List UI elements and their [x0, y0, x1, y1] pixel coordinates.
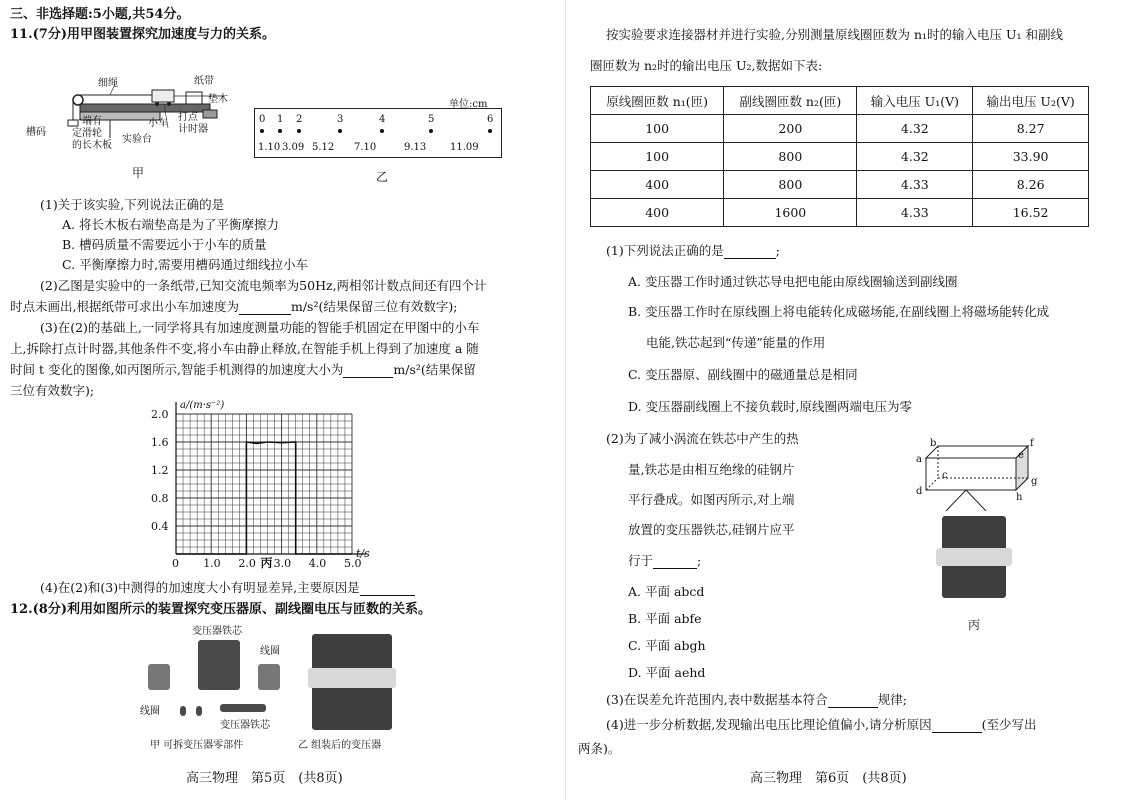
figure-yi: [254, 92, 504, 182]
tape-distance-label: 3.09: [282, 142, 305, 153]
q11-p4-answer-blank[interactable]: [360, 580, 415, 596]
core-bar-photo: [220, 704, 266, 712]
table-header-cell: 输出电压 U₂(V): [973, 87, 1089, 115]
table-cell: 800: [724, 171, 857, 199]
vertex-h: h: [1016, 492, 1023, 503]
y-axis-label: a/(m·s⁻²): [180, 400, 225, 411]
q11-p3-answer-blank[interactable]: [343, 362, 393, 378]
q12-p2-line4: 放置的变压器铁芯,硅钢片应平: [628, 522, 795, 537]
footer-page6: 高三物理 第6页 (共8页): [750, 771, 907, 786]
acceleration-time-chart: [150, 398, 380, 576]
q12-p2-answer-blank[interactable]: [653, 553, 697, 569]
figure-jia: [26, 68, 240, 188]
tape-dot: [260, 129, 264, 133]
q11-p3-line1: (3)在(2)的基础上,一同学将具有加速度测量功能的智能手机固定在甲图中的小车: [40, 320, 480, 335]
q12-p2-option-c: C. 平面 abgh: [628, 638, 706, 653]
label-weight: 槽码: [26, 127, 46, 138]
q12-p3: (3)在误差允许范围内,表中数据基本符合 规律;: [606, 692, 907, 707]
x-tick-label: 5.0: [344, 557, 362, 570]
y-tick-label: 2.0: [151, 408, 169, 421]
figure-bing-core: [906, 436, 1056, 636]
intro-line1: 按实验要求连接器材并进行实验,分别测量原线圈匝数为 n₁时的输入电压 U₁ 和副线: [606, 27, 1064, 42]
table-header-cell: 副线圈匝数 n₂(匝): [724, 87, 857, 115]
label-tape: 纸带: [194, 76, 214, 87]
label-rope: 细绳: [98, 78, 118, 89]
tape-point-label: 6: [487, 114, 494, 125]
tape-point-label: 1: [277, 114, 284, 125]
q11-p1-option-b: B. 槽码质量不需要远小于小车的质量: [62, 237, 267, 252]
q12-p2-line2: 量,铁芯是由相互绝缘的硅钢片: [628, 462, 795, 477]
x-tick-label: 3.0: [273, 557, 292, 570]
label-core-bottom: 变压器铁芯: [220, 720, 270, 731]
q12-p1-answer-blank[interactable]: [724, 243, 776, 259]
x-tick-label: 0: [172, 557, 179, 570]
table-cell: 800: [724, 143, 857, 171]
tape-dot: [429, 129, 433, 133]
table-cell: 100: [591, 143, 724, 171]
q11-p1: (1)关于该实验,下列说法正确的是: [40, 197, 225, 212]
q11-p2-answer-blank[interactable]: [239, 299, 291, 315]
q11-p3-line4: 三位有效数字);: [10, 383, 95, 398]
table-cell: 4.33: [857, 199, 973, 227]
vertex-a: a: [916, 454, 922, 465]
table-cell: 1600: [724, 199, 857, 227]
table-cell: 200: [724, 115, 857, 143]
q12-p2-option-d: D. 平面 aehd: [628, 665, 706, 680]
tape-point-label: 5: [428, 114, 435, 125]
assembled-coils-photo: [308, 668, 396, 688]
label-cart: 小车: [148, 118, 168, 129]
table-cell: 4.33: [857, 171, 973, 199]
caption-bing: 丙: [968, 618, 981, 632]
table-row: [591, 199, 1089, 227]
q12-p1: (1)下列说法正确的是 ;: [606, 243, 780, 258]
transformer-coils-photo: [936, 548, 1012, 566]
label-coil-right: 线圈: [260, 646, 280, 657]
q12-p2-line5: 行于 ;: [628, 553, 702, 568]
intro-line2: 圈匝数为 n₂时的输出电压 U₂,数据如下表:: [590, 58, 823, 73]
tape-point-label: 3: [337, 114, 344, 125]
label-coil-left: 线圈: [140, 706, 160, 717]
q11-p3-line3: 时间 t 变化的图像,如丙图所示,智能手机测得的加速度大小为 m/s²(结果保留: [10, 362, 476, 377]
label-table: 实验台: [122, 134, 152, 145]
chart-caption: 丙: [260, 556, 273, 570]
q12-p2-line1: (2)为了减小涡流在铁芯中产生的热: [606, 431, 799, 446]
q12-p1-option-b: B. 变压器工作时在原线圈上将电能转化成磁场能,在副线圈上将磁场能转化成: [628, 304, 1050, 319]
footer-page5: 高三物理 第5页 (共8页): [186, 771, 343, 786]
table-cell: 4.32: [857, 143, 973, 171]
table-cell: 8.26: [973, 171, 1089, 199]
table-cell: 400: [591, 171, 724, 199]
caption-yi: 乙: [376, 170, 389, 184]
vertex-e: e: [1018, 450, 1024, 461]
bolt-photo-2: [196, 706, 202, 716]
vertex-g: g: [1031, 476, 1038, 487]
q11-p1-option-c: C. 平衡摩擦力时,需要用槽码通过细线拉小车: [62, 257, 309, 272]
tape-distance-label: 7.10: [354, 142, 377, 153]
vertex-c: c: [942, 470, 948, 481]
q12-p1-option-c: C. 变压器原、副线圈中的磁通量总是相同: [628, 367, 858, 382]
q12-p1-option-b-cont: 电能,铁芯起到“传递”能量的作用: [646, 335, 826, 350]
bolt-photo-1: [180, 706, 186, 716]
q12-p3-answer-blank[interactable]: [828, 692, 878, 708]
section-title: 三、非选择题:5小题,共54分。: [10, 7, 190, 22]
caption-jia-parts: 甲 可拆变压器零部件: [150, 740, 244, 751]
coil-left-photo: [148, 664, 170, 690]
y-tick-label: 0.4: [151, 520, 169, 533]
table-row: [591, 143, 1089, 171]
tape-dot: [338, 129, 342, 133]
q11-p4: (4)在(2)和(3)中测得的加速度大小有明显差异,主要原因是: [40, 578, 415, 596]
data-table: [590, 86, 1089, 227]
tape-dot: [278, 129, 282, 133]
x-axis-label: t/s: [356, 547, 370, 560]
vertex-f: f: [1030, 438, 1034, 449]
coil-right-photo: [258, 664, 280, 690]
table-cell: 100: [591, 115, 724, 143]
x-tick-label: 1.0: [203, 557, 221, 570]
q11-p1-option-a: A. 将长木板右端垫高是为了平衡摩擦力: [62, 217, 279, 232]
tape-unit: 单位:cm: [449, 99, 488, 110]
q11-p3-line2: 上,拆除打点计时器,其他条件不变,将小车由静止释放,在智能手机上得到了加速度 a 随: [10, 341, 479, 356]
q11-stem: 11.(7分)用甲图装置探究加速度与力的关系。: [10, 27, 275, 42]
figure-transformer-parts: [140, 622, 440, 752]
tape-point-label: 4: [379, 114, 386, 125]
x-tick-label: 2.0: [238, 557, 256, 570]
y-tick-label: 1.2: [151, 464, 169, 477]
tape-distance-label: 11.09: [450, 142, 479, 153]
table-cell: 8.27: [973, 115, 1089, 143]
label-board: 一端有 定滑轮 的长木板: [72, 116, 112, 151]
table-cell: 4.32: [857, 115, 973, 143]
tape-distance-label: 1.10: [258, 142, 281, 153]
tape-point-label: 2: [296, 114, 303, 125]
vertex-b: b: [930, 438, 937, 449]
tape-distance-label: 9.13: [404, 142, 427, 153]
q12-p2-line3: 平行叠成。如图丙所示,对上端: [628, 492, 795, 507]
table-row: [591, 171, 1089, 199]
q12-p4: (4)进一步分析数据,发现输出电压比理论值偏小,请分析原因 (至少写出: [606, 717, 1037, 732]
caption-yi-assembled: 乙 组装后的变压器: [298, 740, 382, 751]
tape-distance-label: 5.12: [312, 142, 335, 153]
table-header-row: [591, 87, 1089, 115]
caption-jia: 甲: [132, 166, 145, 180]
q12-p2-option-a: A. 平面 abcd: [628, 584, 705, 599]
q12-stem: 12.(8分)利用如图所示的装置探究变压器原、副线圈电压与匝数的关系。: [10, 602, 431, 617]
table-cell: 400: [591, 199, 724, 227]
x-tick-label: 4.0: [308, 557, 327, 570]
tape-dot: [297, 129, 301, 133]
core-u-photo: [198, 640, 240, 690]
q11-p2-line1: (2)乙图是实验中的一条纸带,已知交流电频率为50Hz,两相邻计数点间还有四个计: [40, 278, 487, 293]
page-6: [566, 0, 1131, 800]
y-tick-label: 0.8: [151, 492, 169, 505]
label-timer: 打点 计时器: [178, 112, 208, 135]
tape-dot: [380, 129, 384, 133]
y-tick-label: 1.6: [151, 436, 169, 449]
q12-p4-cont: 两条)。: [578, 741, 621, 756]
q12-p1-option-d: D. 变压器副线圈上不接负载时,原线圈两端电压为零: [628, 399, 912, 414]
q12-p4-answer-blank[interactable]: [932, 717, 982, 733]
label-core-top: 变压器铁芯: [192, 626, 242, 637]
vertex-d: d: [916, 486, 923, 497]
table-cell: 16.52: [973, 199, 1089, 227]
table-header-cell: 原线圈匝数 n₁(匝): [591, 87, 724, 115]
tape-point-label: 0: [259, 114, 266, 125]
q11-p2-line2: 时点未画出,根据纸带可求出小车加速度为 m/s²(结果保留三位有效数字);: [10, 299, 458, 314]
q12-p1-option-a: A. 变压器工作时通过铁芯导电把电能由原线圈输送到副线圈: [628, 274, 958, 289]
tape-dot: [488, 129, 492, 133]
label-block: 垫木: [208, 94, 228, 105]
q12-p2-option-b: B. 平面 abfe: [628, 611, 702, 626]
table-row: [591, 115, 1089, 143]
table-header-cell: 输入电压 U₁(V): [857, 87, 973, 115]
table-cell: 33.90: [973, 143, 1089, 171]
